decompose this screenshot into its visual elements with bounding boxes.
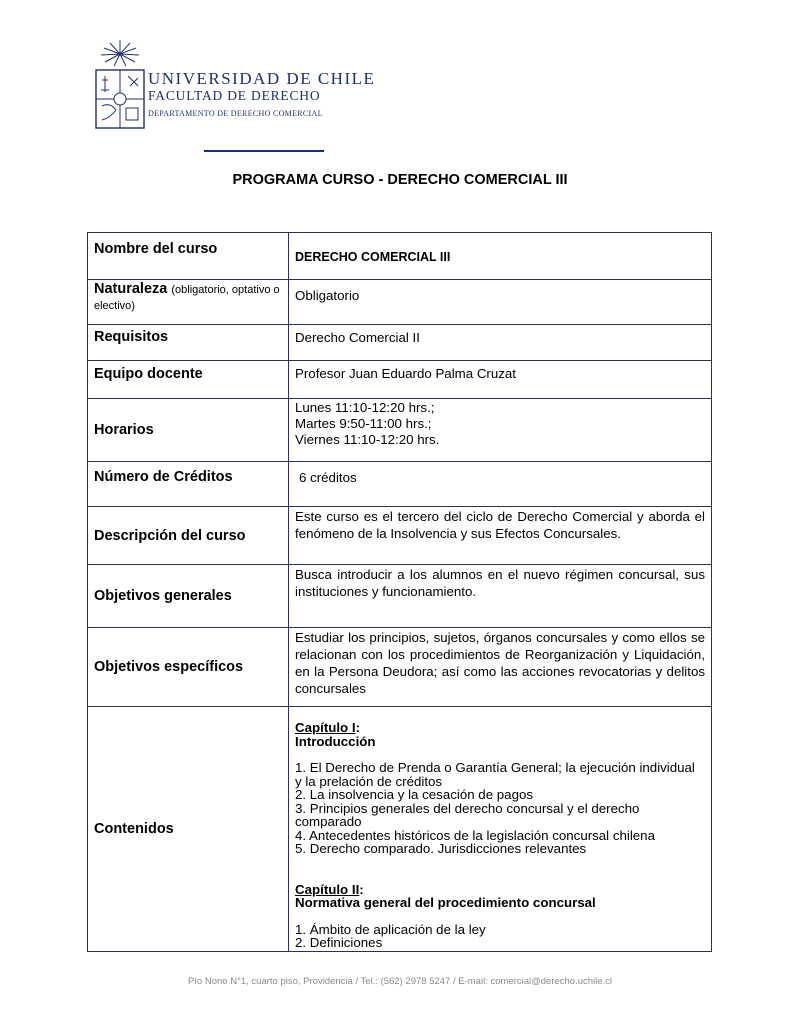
label-text: Horarios [94,422,154,438]
value-nombre [289,233,712,280]
label-text: Contenidos [94,820,174,837]
table-row [88,628,712,707]
label-text: Número de Créditos [94,469,233,485]
value-contenidos: Capítulo I: Introducción 1. El Derecho de Prenda o Garantía General; la ejecución individual y la prelación de créditos 2. La insolvencia y la cesación de pagos 3. Principios generales del derecho concursal y el derecho comparado 4. Antecedentes históricos de la legislación concursal chilena 5. Derecho comparado. Jurisdicciones relevantes Capítulo II: Normativa general del procedimiento concursal 1. Ámbito de aplicación de la ley 2. Definiciones [289,707,712,952]
chapter-title: Introducción [295,733,376,749]
label-naturaleza [88,280,289,325]
label-text: Objetivos específicos [94,659,244,675]
label-note: (obligatorio, optativo o electivo) [94,284,280,312]
value-creditos [289,462,712,507]
label-text: Naturaleza [94,281,168,297]
label-text: Nombre del curso [94,241,218,257]
label-obj-especificos [88,628,289,707]
value-text: Busca introducir a los alumnos en el nuevo régimen concursal, sus instituciones y funcionamiento. [295,567,705,599]
value-text: DERECHO COMERCIAL III [295,250,451,264]
page-footer: Pío Nono N°1, cuarto piso, Providencia / Tel.: (562) 2978 5247 / E-mail: comercial@derecho.uchile.cl [187,976,613,987]
table-row [88,280,712,325]
label-horarios [88,399,289,462]
list-item: 4. Antecedentes históricos de la legislación concursal chilena [295,827,655,843]
university-crest-icon [92,38,148,130]
label-creditos [88,462,289,507]
course-table [87,232,712,952]
value-text: Derecho Comercial II [295,330,420,345]
faculty-name: FACULTAD DE DERECHO [148,88,321,103]
value-obj-generales [289,565,712,628]
list-item: 1. El Derecho de Prenda o Garantía General; la ejecución individual y la prelación de créditos [295,760,695,789]
schedule-line: Martes 9:50-11:00 hrs.; [295,416,432,431]
schedule-line: Lunes 11:10-12:20 hrs.; [295,400,435,415]
label-obj-generales [88,565,289,628]
list-item: 2. Definiciones [295,935,383,950]
list-item: 3. Principios generales del derecho concursal y el derecho comparado [295,800,640,829]
chapter-heading: Capítulo II [295,881,360,897]
value-obj-especificos [289,628,712,707]
value-text: 6 créditos [299,470,357,485]
university-name: UNIVERSIDAD DE CHILE [148,69,376,88]
label-text: Requisitos [94,329,169,345]
university-logo [92,38,376,130]
value-text: Profesor Juan Eduardo Palma Cruzat [295,366,516,381]
label-nombre [88,233,289,280]
label-equipo [88,361,289,399]
list-item: 5. Derecho comparado. Jurisdicciones relevantes [295,841,587,856]
value-descripcion [289,507,712,565]
header-rule [204,150,324,152]
chapter-heading: Capítulo I [295,720,356,735]
table-row [88,399,712,462]
schedule-line: Viernes 11:10-12:20 hrs. [295,432,440,447]
value-equipo [289,361,712,399]
table-row [88,507,712,565]
list-item: 1. Ámbito de aplicación de la ley [295,921,486,937]
value-text: Este curso es el tercero del ciclo de Derecho Comercial y aborda el fenómeno de la Insolvencia y sus Efectos Concursales. [295,509,705,541]
chapter-title: Normativa general del procedimiento concursal [295,895,596,910]
page-title: PROGRAMA CURSO - DERECHO COMERCIAL III [232,172,568,188]
table-row [88,707,712,952]
label-text: Equipo docente [94,366,203,382]
list-item: 2. La insolvencia y la cesación de pagos [295,787,534,802]
table-row [88,325,712,361]
label-text: Descripción del curso [94,527,246,544]
label-text: Objetivos generales [94,588,232,604]
label-contenidos [88,707,289,952]
table-row [88,565,712,628]
label-descripcion [88,507,289,565]
table-row [88,462,712,507]
value-naturaleza [289,280,712,325]
value-requisitos [289,325,712,361]
value-horarios [289,399,712,462]
table-row [88,361,712,399]
value-text: Estudiar los principios, sujetos, órganos concursales y como ellos se relacionan con los procedimientos de Reorganización y Liquidación, en la Persona Deudora; así como las acciones revocatorias y delitos concursales [295,630,705,696]
table-row [88,233,712,280]
label-requisitos [88,325,289,361]
value-text: Obligatorio [295,288,360,303]
department-name: DEPARTAMENTO DE DERECHO COMERCIAL [148,109,323,118]
